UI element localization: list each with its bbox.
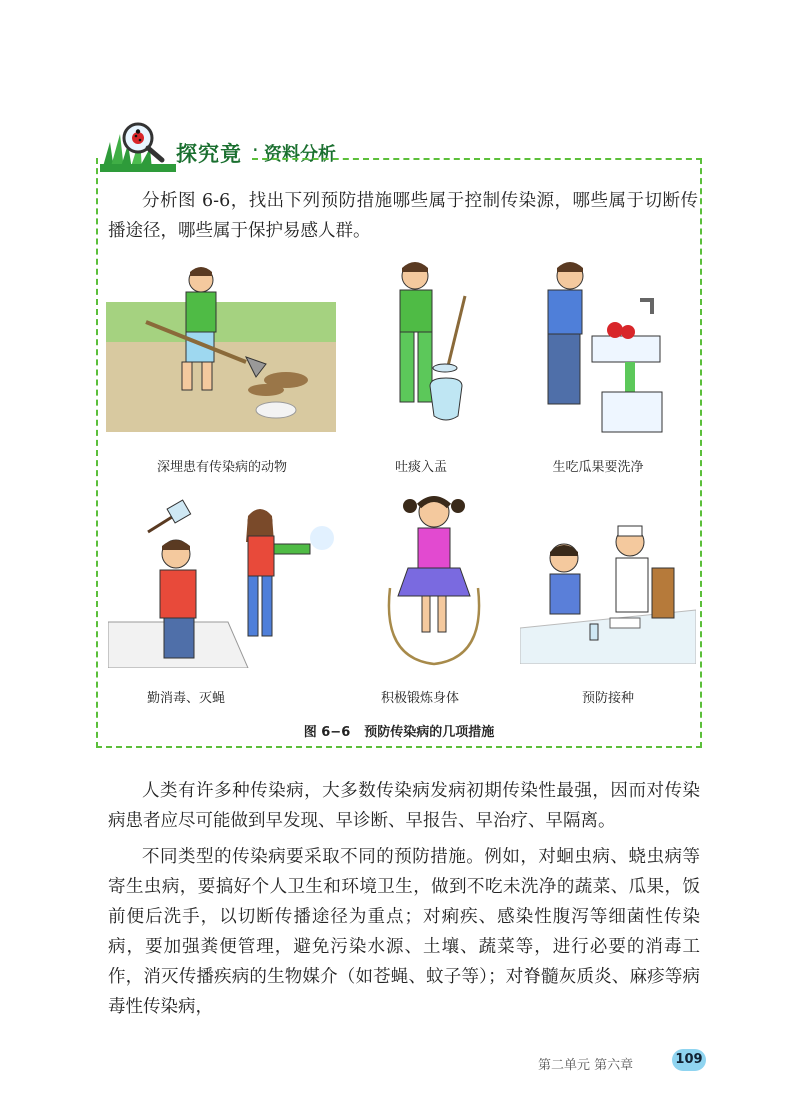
washing-fruit-illustration xyxy=(520,258,670,438)
disinfect-flies-illustration xyxy=(108,492,344,668)
vaccination-illustration xyxy=(520,518,696,664)
figure-caption-2: 吐痰入盂 xyxy=(394,460,447,475)
figure-title: 预防传染病的几项措施 xyxy=(364,725,495,740)
body-paragraph-2: 不同类型的传染病要采取不同的预防措施。例如，对蛔虫病、蛲虫病等寄生虫病，要搞好个人卫生和环境卫生，做到不吃未洗净的蔬菜、瓜果，饭前便后洗手，以切断传播途径为重点；对痢疾、感染性腹泻等细菌性传染病，要加强粪便管理，避免污染水源、土壤、蔬菜等，进行必要的消毒工作，消灭传播疾病的生物媒介（如苍蝇、蚊子等）；对脊髓灰质炎、麻疹等病毒性传染病， xyxy=(108,847,700,1017)
figure-caption-1: 深埋患有传染病的动物 xyxy=(156,460,287,475)
spittoon-illustration xyxy=(360,256,480,428)
footer-chapter: 第二单元 第六章 xyxy=(538,1058,634,1073)
section-title: 探究竟 xyxy=(176,142,242,166)
section-title-dot: · xyxy=(252,138,259,162)
figure-caption-5: 积极锻炼身体 xyxy=(380,691,459,706)
jump-rope-illustration xyxy=(372,488,502,672)
figure-caption xyxy=(96,721,702,740)
page-number: 109 xyxy=(672,1049,706,1071)
body-paragraph-1: 人类有许多种传染病，大多数传染病发病初期传染性最强，因而对传染病患者应尽可能做到早发现、早诊断、早报告、早治疗、早隔离。 xyxy=(108,781,700,831)
figure-number: 图 6−6 xyxy=(303,725,351,740)
section-subtitle: 资料分析 xyxy=(264,144,336,165)
figure-caption-6: 预防接种 xyxy=(581,691,634,706)
burying-animal-illustration xyxy=(106,262,336,440)
figure-caption-3: 生吃瓜果要洗净 xyxy=(552,460,644,475)
figure-caption-4: 勤消毒、灭蝇 xyxy=(146,691,225,706)
intro-text: 分析图 6-6，找出下列预防措施哪些属于控制传染源，哪些属于切断传播途径，哪些属于保护易感人群。 xyxy=(108,191,698,241)
